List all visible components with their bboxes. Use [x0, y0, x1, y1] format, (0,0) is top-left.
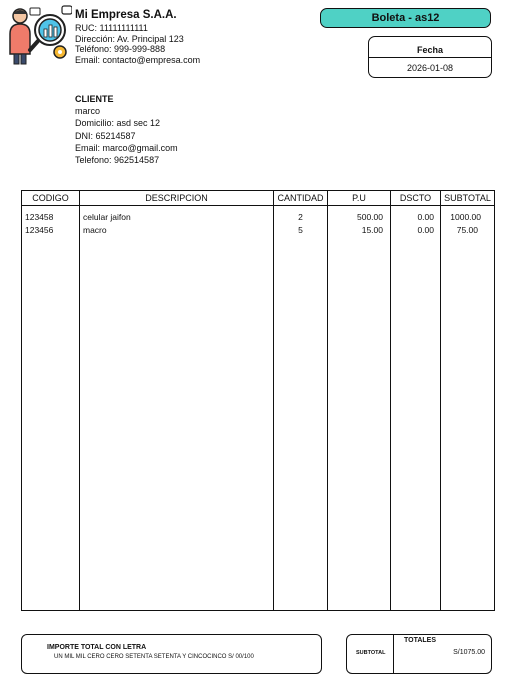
company-ruc: RUC: 11111111111 — [75, 23, 148, 33]
company-phone: Teléfono: 999-999-888 — [75, 44, 166, 54]
client-info — [75, 93, 178, 166]
column-divider — [390, 191, 391, 610]
total-letter-text: UN MIL MIL CERO CERO SETENTA SETENTA Y CINCOCINCO S/ 00/100 — [54, 654, 254, 660]
cell-descripcion: macro — [83, 225, 107, 235]
analytics-person-icon — [8, 4, 72, 66]
cell-cantidad: 2 — [298, 212, 303, 222]
header-dscto: DSCTO — [399, 193, 432, 203]
totals-divider — [393, 635, 394, 673]
cell-codigo: 123456 — [25, 225, 54, 235]
table-row — [22, 224, 494, 237]
totals-box — [346, 634, 492, 674]
header-descripcion: DESCRIPCION — [145, 193, 208, 203]
header-codigo: CODIGO — [32, 193, 69, 203]
column-divider — [327, 191, 328, 610]
column-divider — [273, 191, 274, 610]
header-cantidad: CANTIDAD — [277, 193, 324, 203]
cell-pu: 15.00 — [361, 225, 383, 235]
cell-cantidad: 5 — [298, 225, 303, 235]
date-box — [368, 36, 492, 78]
receipt-title: Boleta - as12 — [320, 8, 491, 28]
cell-pu: 500.00 — [357, 212, 383, 222]
client-phone: Telefono: 962514587 — [75, 155, 160, 166]
client-title: CLIENTE — [75, 94, 114, 104]
cell-subtotal: 75.00 — [456, 225, 478, 235]
cell-codigo: 123458 — [25, 212, 54, 222]
date-label: Fecha — [369, 37, 491, 58]
table-row — [22, 211, 494, 224]
total-letter-title: IMPORTE TOTAL CON LETRA — [47, 644, 147, 651]
header-subtotal: SUBTOTAL — [444, 193, 491, 203]
items-table — [21, 190, 495, 611]
total-letter-box — [21, 634, 322, 674]
client-dni: DNI: 65214587 — [75, 130, 136, 141]
company-logo — [8, 4, 72, 66]
cell-subtotal: 1000.00 — [450, 212, 481, 222]
client-address: Domicilio: asd sec 12 — [75, 118, 161, 129]
subtotal-label: SUBTOTAL — [356, 650, 386, 656]
company-email: Email: contacto@empresa.com — [75, 54, 201, 65]
client-email: Email: marco@gmail.com — [75, 142, 178, 153]
cell-dscto: 0.00 — [417, 225, 434, 235]
client-name: marco — [75, 106, 101, 117]
column-divider — [440, 191, 441, 610]
cell-dscto: 0.00 — [417, 212, 434, 222]
date-value: 2026-01-08 — [406, 63, 454, 73]
company-name: Mi Empresa S.A.A. — [75, 9, 177, 21]
header-divider — [22, 205, 494, 206]
column-divider — [79, 191, 80, 610]
cell-descripcion: celular jaifon — [83, 212, 131, 222]
subtotal-value: S/1075.00 — [453, 649, 485, 656]
company-info — [75, 9, 200, 65]
company-address: Dirección: Av. Principal 123 — [75, 33, 184, 44]
header-pu: P.U — [352, 193, 366, 203]
totals-title: TOTALES — [404, 637, 437, 644]
